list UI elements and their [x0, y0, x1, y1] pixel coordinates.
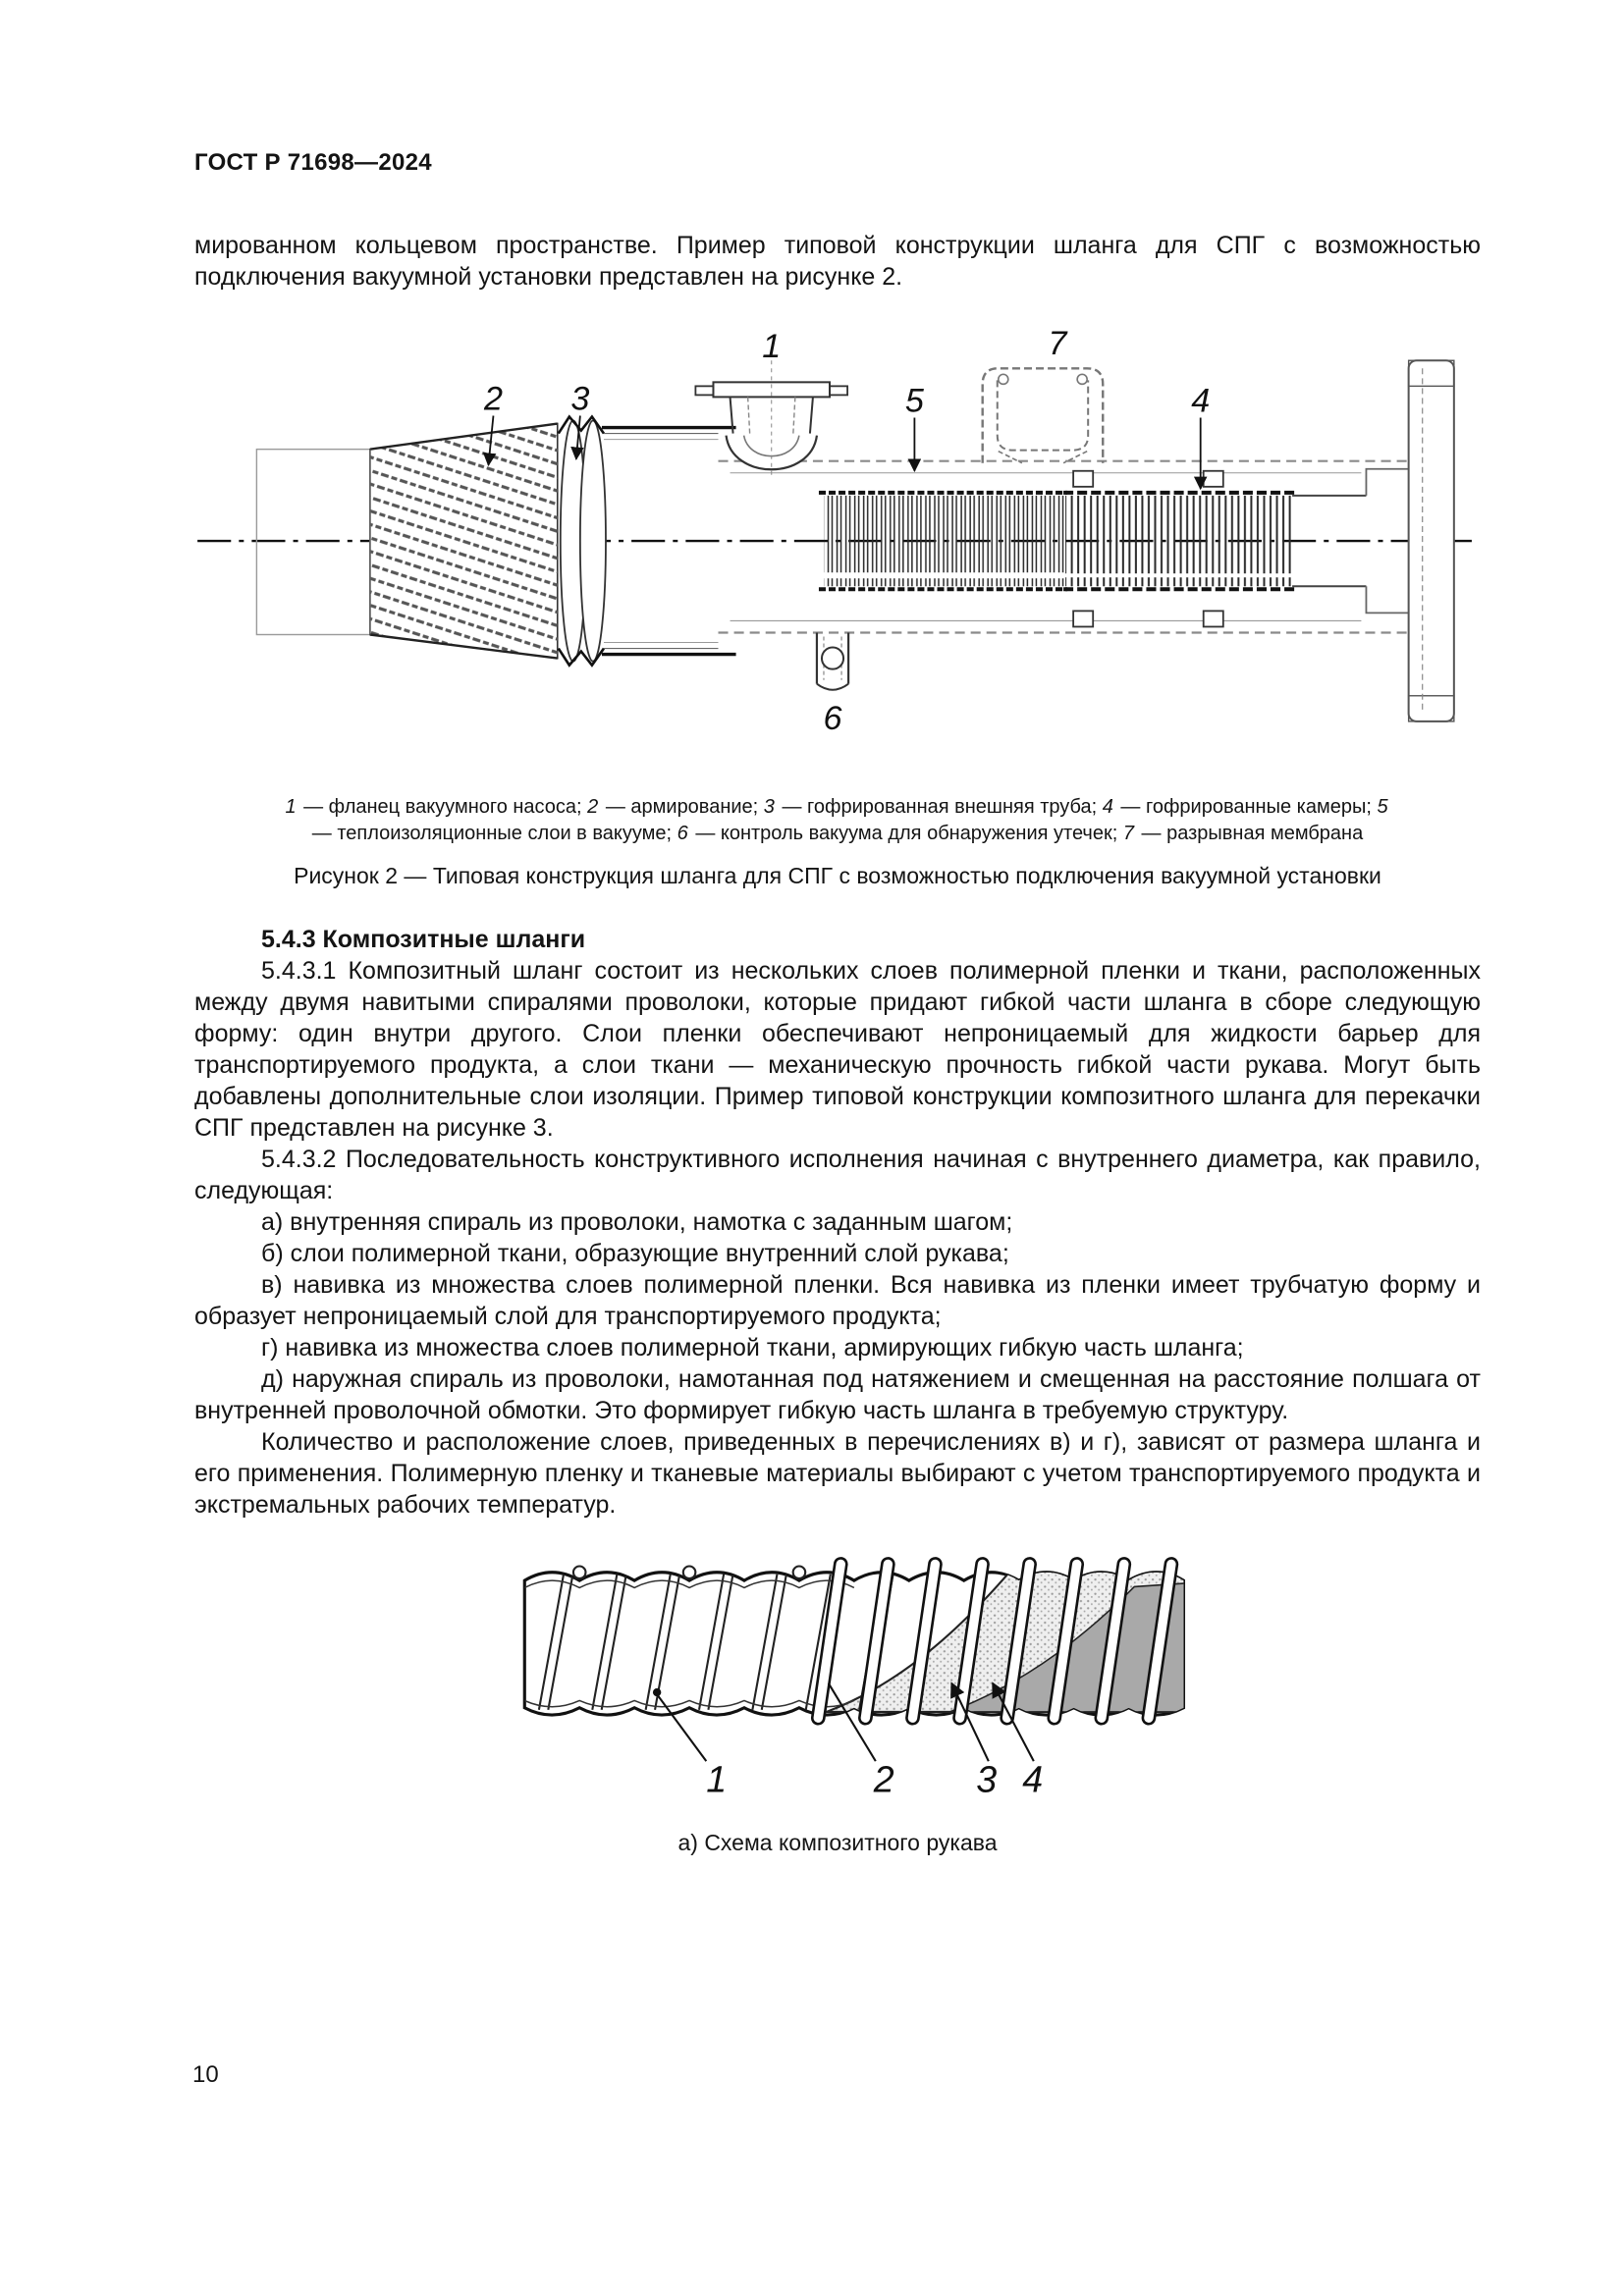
intro-paragraph: мированном кольцевом пространстве. Пример типовой конструкции шланга для СПГ с возможностью подключения вакуумной установки представлен на рисунке 2. [194, 232, 1481, 291]
vacuum-pump-flange [695, 360, 847, 477]
figure3-drawing [518, 1556, 1196, 1802]
inner-bellows-fine [819, 493, 1067, 589]
figure3-callout-3: 3 [976, 1758, 998, 1800]
composite-hose-diagram [518, 1556, 1196, 1802]
figure3-callout-2: 2 [873, 1758, 894, 1800]
braid-section [370, 424, 558, 659]
figure2-callout-1: 1 [762, 328, 782, 366]
figure2-caption: Рисунок 2 — Типовая конструкция шланга для СПГ с возможностью подключения вакуумной установки [294, 863, 1381, 888]
vacuum-port [817, 632, 848, 689]
list-item-b: б) слои полимерной ткани, образующие внутренний слой рукава; [261, 1240, 1009, 1267]
figure2-callout-4: 4 [1191, 382, 1211, 420]
figure2-callout-2: 2 [483, 380, 503, 418]
figure2-legend: 1 — фланец вакуумного насоса; 2 — армирование; 3 — гофрированная внешняя труба; 4 — гофрированные камеры; 5 — теплоизоляционные слои в вакууме; 6 — контроль вакуума для обнаружения утечек; 7 — разрывная мембрана [285, 796, 1388, 844]
list-item-d: д) наружная спираль из проволоки, намотанная под натяжением и смещенная на расстояние полшага от внутренней проволочной обмотки. Это формирует гибкую часть шланга в требуемую структуру. [194, 1365, 1481, 1424]
corrugated-chambers [1063, 471, 1294, 627]
figure2-drawing [177, 306, 1481, 745]
end-flange [1409, 360, 1454, 721]
list-item-g: г) навивка из множества слоев полимерной ткани, армирующих гибкую часть шланга; [261, 1334, 1244, 1362]
corrugated-outer-tube [559, 417, 606, 666]
section-heading: 5.4.3 Композитные шланги [261, 926, 586, 953]
page-number: 10 [192, 2061, 219, 2088]
paragraph-5432: 5.4.3.2 Последовательность конструктивного исполнения начиная с внутреннего диаметра, как правило, следующая: [194, 1146, 1481, 1204]
paragraph-5431: 5.4.3.1 Композитный шланг состоит из нескольких слоев полимерной пленки и ткани, расположенных между двумя навитыми спиралями проволоки, которые придают гибкой части шланга в сборе следующую форму: один внутри другого. Слои пленки обеспечивают непроницаемый для жидкости барьер для транспортируемого продукта, а слои ткани — механическую прочность гибкой части рукава. Могут быть добавлены дополнительные слои изоляции. Пример типовой конструкции композитного шланга для перекачки СПГ представлен на рисунке 3. [194, 957, 1481, 1142]
figure2-callout-7: 7 [1048, 325, 1067, 363]
burst-membrane [983, 368, 1104, 462]
figure2-callout-5: 5 [904, 382, 924, 420]
list-item-v: в) навивка из множества слоев полимерной пленки. Вся навивка из пленки имеет трубчатую форму и образует непроницаемый слой для транспортируемого продукта; [194, 1271, 1481, 1330]
page-content [194, 0, 1481, 1856]
list-item-a: а) внутренняя спираль из проволоки, намотка с заданным шагом; [261, 1208, 1013, 1236]
paragraph-layers-count: Количество и расположение слоев, приведенных в перечислениях в) и г), зависят от размера шланга и его применения. Полимерную пленку и тканевые материалы выбирают с учетом транспортируемого продукта и экстремальных рабочих температур. [194, 1428, 1481, 1519]
figure3-caption: а) Схема композитного рукава [677, 1830, 998, 1855]
lng-hose-diagram [177, 306, 1481, 745]
figure3-callout-1: 1 [706, 1758, 728, 1800]
figure3-callout-4: 4 [1022, 1758, 1044, 1800]
figure2-callout-3: 3 [570, 380, 590, 418]
standard-code-header: ГОСТ Р 71698—2024 [194, 149, 432, 176]
figure2-callout-6: 6 [823, 699, 842, 737]
